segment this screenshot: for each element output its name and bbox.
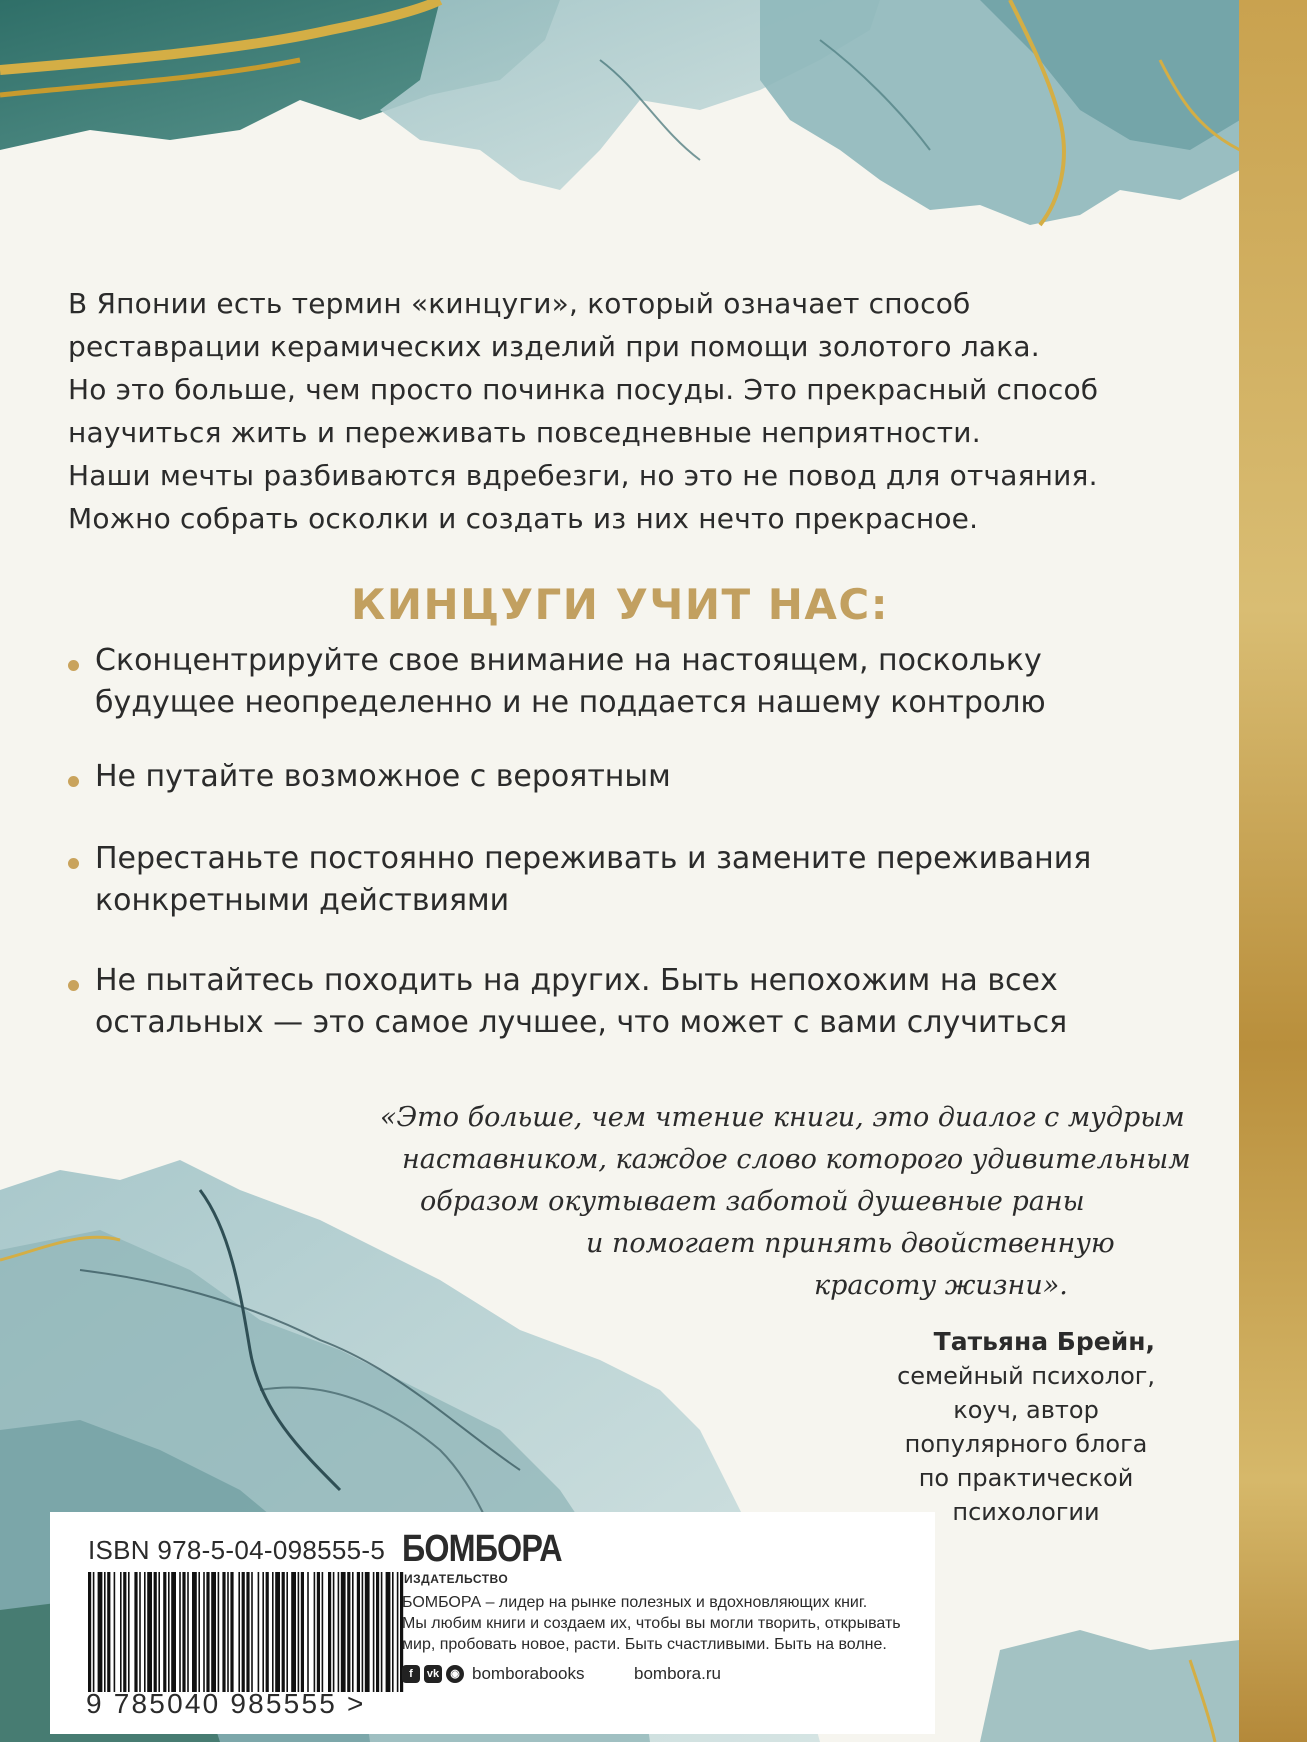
section-heading: КИНЦУГИ УЧИТ НАС: — [350, 580, 890, 629]
instagram-icon: ◉ — [446, 1665, 464, 1683]
barcode-panel — [50, 1512, 935, 1734]
quote-line: «Это больше, чем чтение книги, это диалог с мудрым — [380, 1102, 1185, 1133]
barcode-bar — [386, 1572, 391, 1692]
list-item-line: конкретными действиями — [95, 883, 510, 918]
barcode-bar — [179, 1572, 181, 1692]
gold-spine — [1239, 0, 1307, 1742]
barcode-bar — [218, 1572, 220, 1692]
quote-line: наставником, каждое слово которого удивительным — [402, 1144, 1191, 1175]
barcode-bar — [154, 1572, 157, 1692]
barcode-bar — [298, 1572, 300, 1692]
barcode-bar — [139, 1572, 141, 1692]
publisher-website: bombora.ru — [634, 1664, 721, 1683]
barcode-bar — [341, 1572, 346, 1692]
barcode-bar — [322, 1572, 324, 1692]
barcode-bar — [352, 1572, 354, 1692]
publisher-description — [402, 1592, 901, 1655]
barcode-bar — [392, 1572, 394, 1692]
barcode-bar — [357, 1572, 360, 1692]
barcode-bar — [230, 1572, 233, 1692]
top-ink-art — [0, 0, 1240, 240]
barcode-digits: 9 785040 985555 > — [86, 1688, 366, 1719]
author-desc-line: семейный психолог, — [897, 1362, 1155, 1390]
barcode-bar — [88, 1572, 91, 1692]
barcode-bar — [104, 1572, 106, 1692]
barcode-bar — [134, 1572, 137, 1692]
author-name: Татьяна Брейн, — [933, 1327, 1155, 1356]
barcode-bar — [222, 1572, 225, 1692]
intro-line: Но это больше, чем просто починка посуды. Это прекрасный способ — [68, 373, 1099, 406]
list-item-line: будущее неопределенно и не поддается нашему контролю — [95, 685, 1046, 720]
author-desc-line: коуч, автор — [953, 1396, 1099, 1424]
barcode-bar — [307, 1572, 309, 1692]
barcode-bar — [262, 1572, 264, 1692]
list-item-line: Перестаньте постоянно переживать и замените переживания — [95, 841, 1092, 876]
barcode-bar — [147, 1572, 152, 1692]
barcode-bar — [192, 1572, 197, 1692]
barcode-bar — [242, 1572, 245, 1692]
barcode-bar — [376, 1572, 379, 1692]
barcode-bar — [128, 1572, 130, 1692]
publisher-desc-line: БОМБОРА – лидер на рынке полезных и вдохновляющих книг. — [402, 1594, 868, 1611]
intro-line: В Японии есть термин «кинцуги», который означает способ — [68, 287, 971, 320]
barcode-bar — [347, 1572, 350, 1692]
barcode-bar — [182, 1572, 185, 1692]
barcode-bar — [203, 1572, 205, 1692]
quote-line: образом окутывает заботой душевные раны — [420, 1186, 1085, 1217]
barcode-bar — [227, 1572, 229, 1692]
intro-line: научиться жить и переживать повседневные неприятности. — [68, 416, 981, 449]
barcode-bar — [168, 1572, 170, 1692]
list-item-line: Сконцентрируйте свое внимание на настоящем, поскольку — [95, 643, 1042, 678]
barcode-bar — [93, 1572, 95, 1692]
barcode-bar — [251, 1572, 253, 1692]
barcode-bar — [381, 1572, 383, 1692]
barcode-bar — [258, 1572, 260, 1692]
author-desc-line: по практической — [918, 1464, 1134, 1492]
barcode-bar — [286, 1572, 288, 1692]
vk-icon: vk — [424, 1665, 442, 1683]
bullet-dot-icon — [68, 776, 79, 787]
publisher-subtitle: ИЗДАТЕЛЬСТВО — [404, 1572, 509, 1586]
quote-line: и помогает принять двойственную — [586, 1228, 1115, 1259]
intro-line: реставрации керамических изделий при помощи золотого лака. — [68, 330, 1040, 363]
barcode-bar — [206, 1572, 209, 1692]
barcode-bar — [120, 1572, 122, 1692]
barcode-bar — [144, 1572, 146, 1692]
barcode-bar — [266, 1572, 269, 1692]
barcode-graphic — [86, 1572, 406, 1692]
barcode-bar — [301, 1572, 304, 1692]
barcode-bar — [282, 1572, 285, 1692]
quote-line: красоту жизни». — [814, 1270, 1068, 1301]
publisher-desc-line: Мы любим книги и создаем их, чтобы вы могли творить, открывать — [402, 1615, 901, 1632]
intro-line: Наши мечты разбиваются вдребезги, но это не повод для отчаяния. — [68, 459, 1098, 492]
barcode-bar — [365, 1572, 370, 1692]
intro-line: Можно собрать осколки и создать из них нечто прекрасное. — [68, 502, 979, 535]
publisher-logo: БОМБОРА — [402, 1528, 562, 1570]
barcode-bar — [246, 1572, 249, 1692]
barcode-bar — [362, 1572, 364, 1692]
author-desc-line: популярного блога — [904, 1430, 1148, 1458]
barcode-bar — [317, 1572, 320, 1692]
barcode-bar — [187, 1572, 189, 1692]
author-desc-line: психологии — [952, 1498, 1100, 1526]
list-item-line: Не пытайтесь походить на других. Быть непохожим на всех — [95, 963, 1058, 998]
isbn-label: ISBN 978-5-04-098555-5 — [88, 1535, 386, 1565]
barcode-bar — [275, 1572, 280, 1692]
barcode-bar — [158, 1572, 160, 1692]
barcode-bar — [107, 1572, 110, 1692]
quote-author — [897, 1325, 1155, 1529]
barcode-bar — [114, 1572, 116, 1692]
author-description — [897, 1359, 1155, 1529]
barcode-bar — [333, 1572, 335, 1692]
barcode-bar — [373, 1572, 375, 1692]
barcode-bar — [123, 1572, 126, 1692]
bullet-dot-icon — [68, 980, 79, 991]
list-item-line: остальных — это самое лучшее, что может с вами случиться — [95, 1005, 1068, 1040]
barcode-bar — [272, 1572, 274, 1692]
publisher-desc-line: мир, пробовать новое, расти. Быть счастливыми. Быть на волне. — [402, 1636, 887, 1653]
bullet-dot-icon — [68, 660, 79, 671]
barcode-bar — [291, 1572, 296, 1692]
barcode-bar — [171, 1572, 176, 1692]
barcode-bar — [163, 1572, 166, 1692]
bullet-dot-icon — [68, 858, 79, 869]
barcode-bar — [338, 1572, 340, 1692]
barcode-bar — [211, 1572, 216, 1692]
barcode-bar — [397, 1572, 399, 1692]
barcode-bar — [98, 1572, 103, 1692]
barcode-bar — [314, 1572, 316, 1692]
list-item-line: Не путайте возможное с вероятным — [95, 759, 671, 794]
barcode-bar — [328, 1572, 331, 1692]
barcode-bar — [238, 1572, 240, 1692]
social-handle: bomborabooks — [472, 1664, 585, 1683]
intro-paragraph — [68, 282, 1218, 540]
facebook-icon: f — [402, 1665, 420, 1683]
barcode-bar — [198, 1572, 200, 1692]
